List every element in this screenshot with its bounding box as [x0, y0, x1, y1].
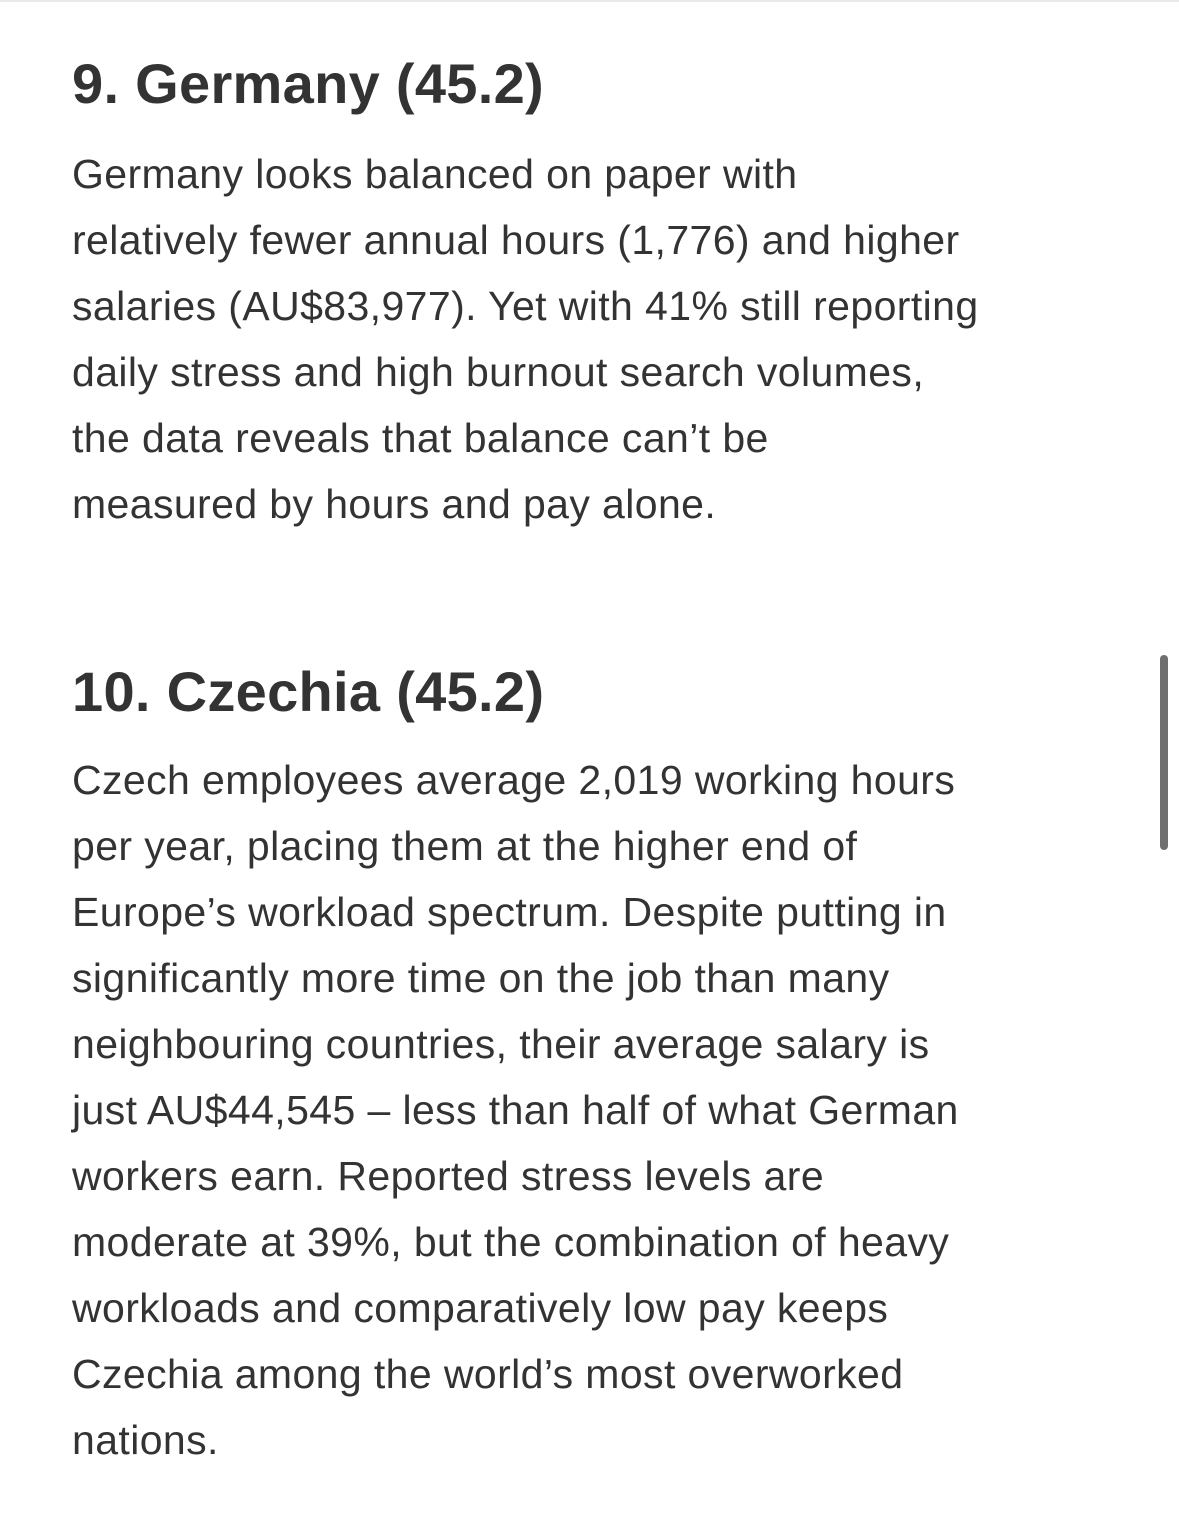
paragraph-line: significantly more time on the job than many — [72, 955, 890, 1001]
paragraph-line: Europe’s workload spectrum. Despite putting in — [72, 889, 947, 935]
paragraph-line: relatively fewer annual hours (1,776) and higher — [72, 217, 960, 263]
scrollbar-thumb[interactable] — [1160, 655, 1168, 850]
top-divider — [0, 0, 1179, 2]
paragraph-line: per year, placing them at the higher end of — [72, 823, 858, 869]
section-heading-germany: 9. Germany (45.2) — [72, 52, 544, 115]
paragraph-line: daily stress and high burnout search volumes, — [72, 349, 925, 395]
paragraph-line: Czech employees average 2,019 working hours — [72, 757, 956, 803]
paragraph-line: moderate at 39%, but the combination of heavy — [72, 1219, 950, 1265]
section-paragraph-czechia — [72, 747, 959, 1473]
paragraph-line: workers earn. Reported stress levels are — [72, 1153, 825, 1199]
paragraph-line: workloads and comparatively low pay keeps — [72, 1285, 889, 1331]
paragraph-line: measured by hours and pay alone. — [72, 481, 717, 527]
section-paragraph-germany — [72, 141, 979, 537]
paragraph-line: the data reveals that balance can’t be — [72, 415, 769, 461]
paragraph-line: nations. — [72, 1417, 219, 1463]
paragraph-line: neighbouring countries, their average salary is — [72, 1021, 930, 1067]
paragraph-line: Germany looks balanced on paper with — [72, 151, 798, 197]
section-heading-czechia: 10. Czechia (45.2) — [72, 660, 545, 723]
paragraph-line: just AU$44,545 – less than half of what German — [72, 1087, 959, 1133]
paragraph-line: salaries (AU$83,977). Yet with 41% still reporting — [72, 283, 979, 329]
paragraph-line: Czechia among the world’s most overworked — [72, 1351, 904, 1397]
